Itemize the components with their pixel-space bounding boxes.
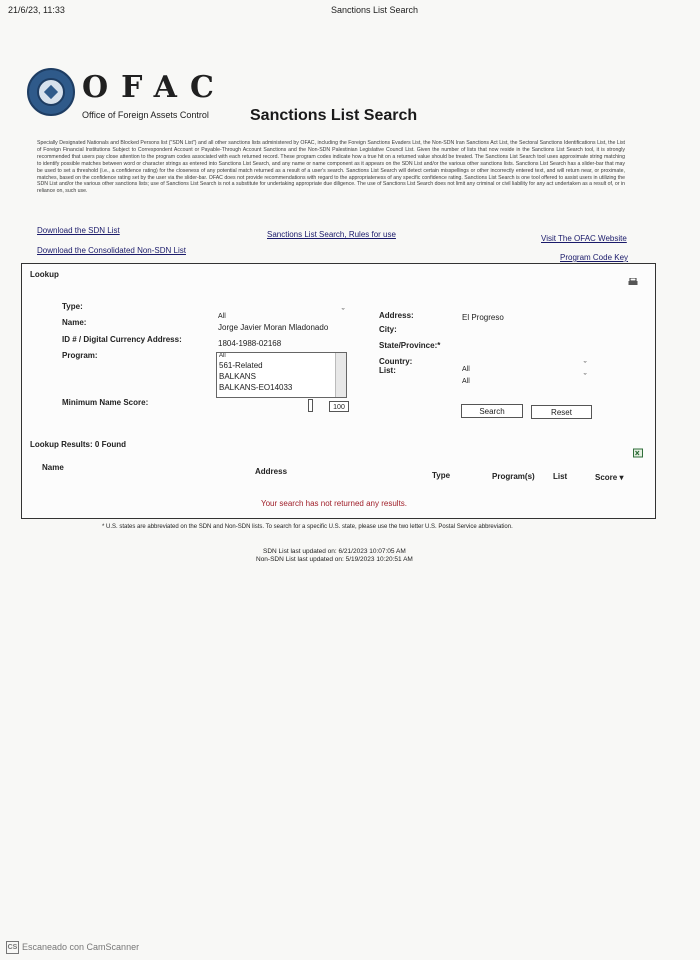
country-select[interactable] (462, 358, 590, 373)
download-sdn-link[interactable]: Download the SDN List (37, 226, 120, 235)
reset-button[interactable]: Reset (531, 405, 592, 419)
chevron-down-icon: ⌄ (582, 358, 588, 364)
column-type[interactable]: Type (432, 471, 451, 480)
column-programs[interactable]: Program(s) (492, 472, 535, 481)
score-slider-handle[interactable] (308, 399, 313, 412)
results-heading: Lookup Results: 0 Found (30, 440, 126, 449)
page-title: Sanctions List Search (250, 107, 418, 124)
intro-paragraph: Specially Designated Nationals and Blocked Persons list ("SDN List") and all other sanctions lists administered by OFAC, including the Foreign Sanctions Evaders List, the Non-SDN Iran Sanctions Act List, the Sectoral Sanctions Identifications List, the List of Foreign Financial Institutions Subject to Correspondent Account or Payable-Through Account Sanctions and the Non-SDN Palestinian Legislative Council List. Given the number of lists that now reside in the Sanctions List Search tool, it is strongly recommended that users pay close attention to the program codes associated with each returned record. These program codes indicate how a true hit on a returned value should be treated. The Sanctions List Search tool uses approximate string matching to identify possible matches between word or character strings as entered into Sanctions List Search, and any name or name component as it appears on the SDN List and/or the various other sanctions lists. Sanctions List Search has a slider-bar that may be used to set a threshold (i.e., a confidence rating) for the closeness of any potential match returned as a result of a user's search. Sanctions List Search will detect certain misspellings or other incorrectly entered text, and will return near, or proximate, matches, based on the confidence rating set by the user via the slider-bar. OFAC does not provide recommendations with regard to the appropriateness of any specific confidence rating. Sanctions List Search is one tool offered to assist users in utilizing the SDN List and/or the various other sanctions lists; use of Sanctions List Search is not a substitute for undertaking appropriate due diligence. The use of Sanctions List Search does not limit any criminal or civil liability for any act undertaken as a result of, or in reliance on, such use. (37, 140, 625, 195)
print-timestamp: 21/6/23, 11:33 (8, 5, 65, 15)
visit-ofac-link[interactable]: Visit The OFAC Website (541, 234, 627, 243)
type-select[interactable] (218, 305, 348, 320)
non-sdn-update-timestamp: Non-SDN List last updated on: 5/19/2023 10:20:51 AM (256, 556, 413, 563)
list-select[interactable] (462, 370, 590, 385)
lookup-heading: Lookup (30, 270, 59, 279)
list-select-value: All (462, 378, 470, 385)
country-select-value: All (462, 366, 470, 373)
country-label: Country: (379, 357, 413, 366)
program-listbox[interactable] (216, 352, 347, 398)
type-select-value: All (218, 313, 226, 320)
program-option[interactable]: BALKANS (219, 372, 256, 381)
city-label: City: (379, 325, 397, 334)
program-label: Program: (62, 351, 98, 360)
camscanner-logo-icon: CS (6, 941, 19, 954)
ofac-wordmark: OFAC (82, 70, 227, 105)
name-label: Name: (62, 318, 87, 327)
print-icon[interactable] (628, 278, 638, 286)
excel-export-icon[interactable] (633, 448, 643, 458)
column-name[interactable]: Name (42, 463, 64, 472)
address-label: Address: (379, 311, 414, 320)
chevron-down-icon: ⌄ (582, 370, 588, 376)
download-consolidated-link[interactable]: Download the Consolidated Non-SDN List (37, 246, 186, 255)
sdn-update-timestamp: SDN List last updated on: 6/21/2023 10:07:05 AM (263, 548, 406, 555)
program-code-key-link[interactable]: Program Code Key (560, 253, 629, 262)
program-scrollbar[interactable] (335, 353, 346, 397)
program-option[interactable]: BALKANS-EO14033 (219, 383, 293, 392)
ofac-subtitle: Office of Foreign Assets Control (82, 110, 209, 120)
scanner-text: Escaneado con CamScanner (22, 941, 140, 952)
column-list[interactable]: List (553, 472, 568, 481)
chevron-down-icon: ⌄ (340, 305, 346, 311)
min-score-input[interactable]: 100 (329, 401, 349, 412)
name-input[interactable]: Jorge Javier Moran Mladonado (218, 323, 329, 332)
print-page-title: Sanctions List Search (331, 5, 419, 15)
address-input[interactable]: El Progreso (462, 313, 504, 322)
rules-link[interactable]: Sanctions List Search, Rules for use (267, 230, 396, 239)
id-input[interactable]: 1804-1988-02168 (218, 339, 282, 348)
column-address[interactable]: Address (255, 467, 288, 476)
program-option[interactable]: 561-Related (219, 361, 263, 370)
program-option[interactable]: All (219, 353, 226, 359)
list-label: List: (379, 366, 396, 375)
search-button[interactable]: Search (461, 404, 523, 418)
min-score-label: Minimum Name Score: (62, 398, 149, 407)
type-label: Type: (62, 302, 83, 311)
scanner-watermark (6, 941, 139, 954)
state-footnote: * U.S. states are abbreviated on the SDN and Non-SDN lists. To search for a specific U.S. state, please use the two letter U.S. Postal Service abbreviation. (102, 524, 513, 530)
column-score[interactable]: Score ▾ (595, 473, 624, 482)
id-label: ID # / Digital Currency Address: (62, 335, 182, 344)
no-results-message: Your search has not returned any results. (261, 499, 408, 508)
treasury-seal-icon (27, 68, 75, 116)
state-label: State/Province:* (379, 341, 441, 350)
